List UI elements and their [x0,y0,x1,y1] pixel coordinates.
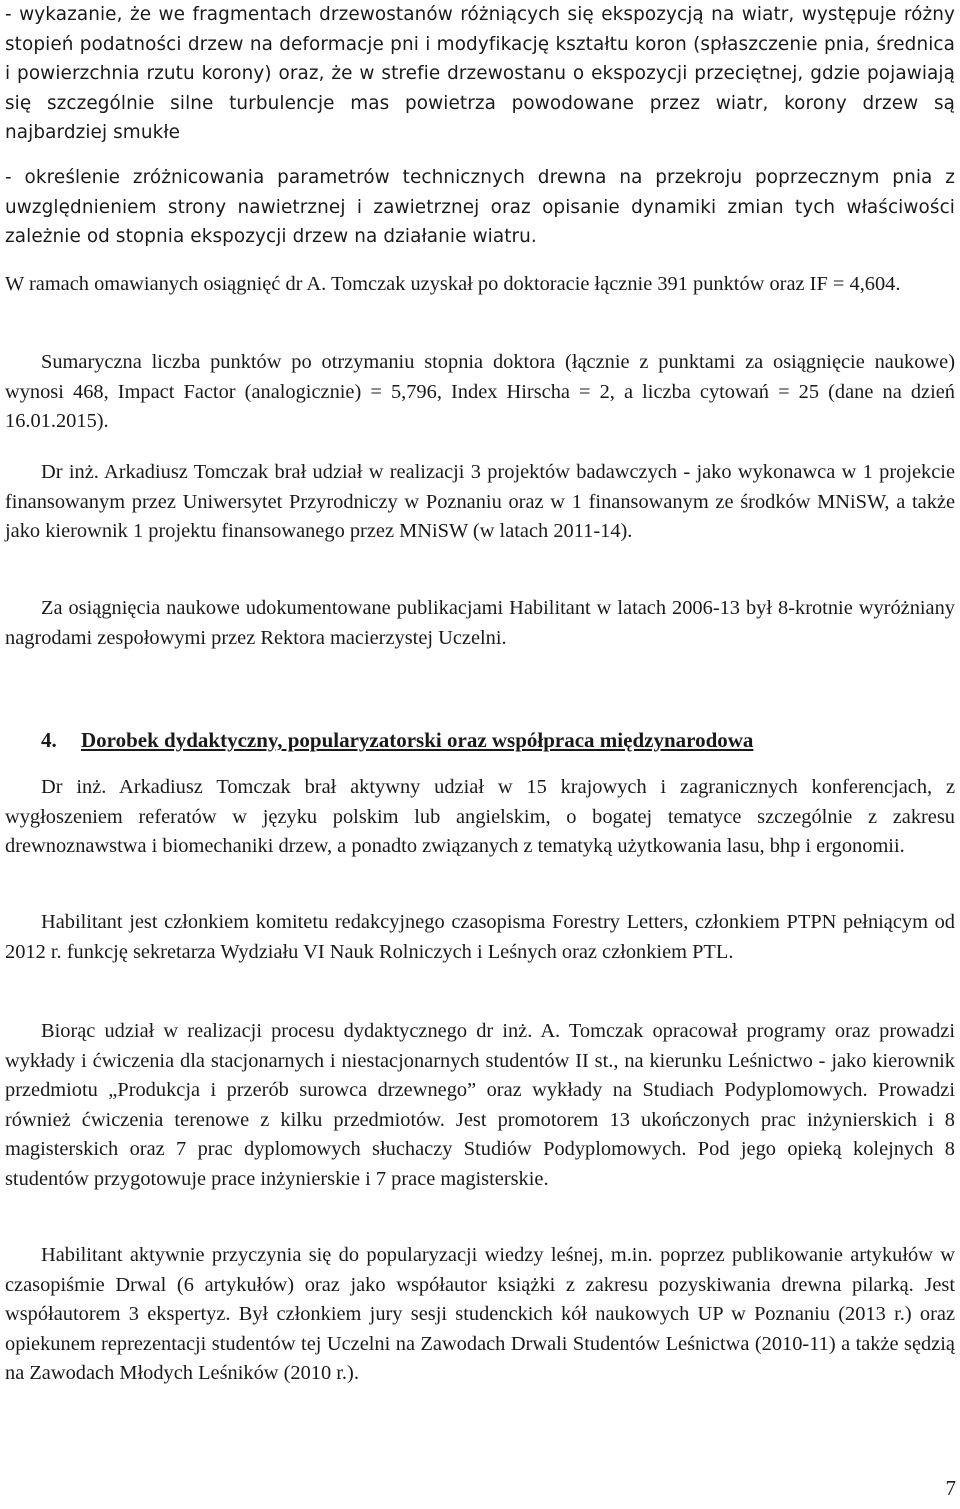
paragraph-conferences: Dr inż. Arkadiusz Tomczak brał aktywny udział w 15 krajowych i zagranicznych konferencjach, z wygłoszeniem referatów w języku polskim lub angielskim, o bogatej tematyce szczególnie z zakresu drewnoznawstwa i biomechaniki drzew, a ponadto związanych z tematyką użytkowania lasu, bhp i ergonomii. [5,776,955,858]
paragraph-wood-parameters: - określenie zróżnicowania parametrów technicznych drewna na przekroju poprzecznym pnia z uwzględnieniem strony nawietrznej i zawietrznej oraz opisanie dynamiki zmian tych właściwości zależnie od stopnia ekspozycji drzew na działanie wiatru. [5,167,955,248]
paragraph-popularization: Habilitant aktywnie przyczynia się do popularyzacji wiedzy leśnej, m.in. poprzez publikowanie artykułów w czasopiśmie Drwal (6 artykułów) oraz jako współautor książki z zakresu pozyskiwania drewna pilarką. Jest współautorem 3 ekspertyz. Był członkiem jury sesji studenckich kół naukowych UP w Poznaniu (2013 r.) oraz opiekunem reprezentacji studentów tej Uczelni na Zawodach Drwali Studentów Leśnictwa (2010-11) a także sędzią na Zawodach Młodych Leśników (2010 r.). [5,1244,955,1385]
paragraph-research-projects: Dr inż. Arkadiusz Tomczak brał udział w realizacji 3 projektów badawczych - jako wykonawca w 1 projekcie finansowanym przez Uniwersytet Przyrodniczy w Poznaniu oraz w 1 finansowanym ze środków MNiSW, a także jako kierownik 1 projektu finansowanego przez MNiSW (w latach 2011-14). [5,461,955,543]
paragraph-teaching: Biorąc udział w realizacji procesu dydaktycznego dr inż. A. Tomczak opracował programy oraz prowadzi wykłady i ćwiczenia dla stacjonarnych i niestacjonarnych studentów II st., na kierunku Leśnictwo - jako kierownik przedmiotu „Produkcja i przerób surowca drzewnego” oraz wykłady na Studiach Podyplomowych. Prowadzi również ćwiczenia terenowe z kilku przedmiotów. Jest promotorem 13 ukończonych prac inżynierskich i 8 magisterskich oraz 7 prac dyplomowych słuchaczy Studiów Podyplomowych. Pod jego opieką kolejnych 8 studentów przygotowuje prace inżynierskie i 7 prace magisterskie. [5,1020,955,1190]
paragraph-awards: Za osiągnięcia naukowe udokumentowane publikacjami Habilitant w latach 2006-13 był 8-krotnie wyróżniany nagrodami zespołowymi przez Rektora macierzystej Uczelni. [5,597,955,649]
paragraph-points-summary: W ramach omawianych osiągnięć dr A. Tomczak uzyskał po doktoracie łącznie 391 punktów oraz IF = 4,604. [5,273,901,295]
paragraph-wind-exposure: - wykazanie, że we fragmentach drzewostanów różniących się ekspozycją na wiatr, występuje różny stopień podatności drzew na deformacje pni i modyfikację kształtu koron (spłaszczenie pnia, średnica i powierzchnia rzutu korony) oraz, że w strefie drzewostanu o ekspozycji przeciętnej, gdzie pojawiają się szczególnie silne turbulencje mas powietrza powodowane przez wiatr, korony drzew są najbardziej smukłe [5,4,955,144]
section-title: Dorobek dydaktyczny, popularyzatorski oraz współpraca międzynarodowa [81,728,754,752]
page-number: 7 [945,1476,956,1500]
paragraph-citation-metrics: Sumaryczna liczba punktów po otrzymaniu stopnia doktora (łącznie z punktami za osiągnięcie naukowe) wynosi 468, Impact Factor (analogicznie) = 5,796, Index Hirscha = 2, a liczba cytowań = 25 (dane na dzień 16.01.2015). [5,351,955,433]
section-number: 4. [41,728,57,752]
section-heading [5,725,753,755]
paragraph-memberships: Habilitant jest członkiem komitetu redakcyjnego czasopisma Forestry Letters, członkiem PTPN pełniącym od 2012 r. funkcję sekretarza Wydziału VI Nauk Rolniczych i Leśnych oraz członkiem PTL. [5,911,955,963]
